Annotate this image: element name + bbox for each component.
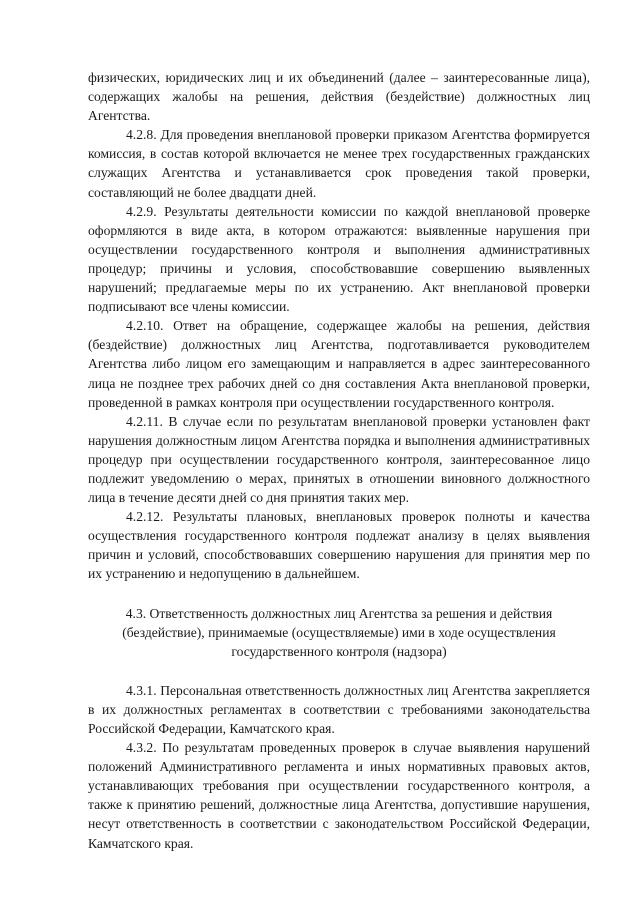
paragraph-4-2-10: 4.2.10. Ответ на обращение, содержащее жалобы на решения, действия (бездействие) должностных лиц Агентства, подготавливается руководителем Агентства либо лицом его замещающим и направляется в адрес заинтересованного лица не позднее трех рабочих дней со дня составления Акта внеплановой проверки, проведенной в рамках контроля при осуществлении государственного контроля. <box>88 318 590 410</box>
paragraph-4-3-2: 4.3.2. По результатам проведенных проверок в случае выявления нарушений положений Административного регламента и иных нормативных правовых актов, устанавливающих требования при осуществлении государственного контроля, а также к принятию решений, должностные лица Агентства, допустившие нарушения, несут ответственность в соответствии с законодательством Российской Федерации, Камчатского края. <box>88 740 590 851</box>
section-heading-4-3 <box>88 604 590 661</box>
paragraph-4-3-1: 4.3.1. Персональная ответственность должностных лиц Агентства закрепляется в их должностных регламентах в соответствии с требованиями законодательства Российской Федерации, Камчатского края. <box>88 682 590 736</box>
paragraph-4-2-8: 4.2.8. Для проведения внеплановой проверки приказом Агентства формируется комиссия, в состав которой включается не менее трех государственных гражданских служащих Агентства и устанавливается срок проведения такой проверки, составляющий не более двадцати дней. <box>88 127 590 200</box>
heading-line-2: (бездействие), принимаемые (осуществляемые) ими в ходе осуществления <box>122 624 556 640</box>
paragraph-4-2-11: 4.2.11. В случае если по результатам внеплановой проверки установлен факт нарушения должностным лицом Агентства порядка и выполнения административных процедур при осуществлении государственного контроля, заинтересованное лицо подлежит уведомлению о мерах, принятых в отношении виновного должностного лица в течение десяти дней со дня принятия таких мер. <box>88 413 590 506</box>
heading-line-3: государственного контроля (надзора) <box>231 643 447 659</box>
document-page <box>88 68 590 853</box>
paragraph-4-2-9: 4.2.9. Результаты деятельности комиссии по каждой внеплановой проверке оформляются в виде акта, в котором отражаются: выявленные нарушения при осуществлении государственного контроля и выполнения административных процедур; причины и условия, способствовавшие совершению выявленных нарушений; предлагаемые меры по их устранению. Акт внеплановой проверки подписывают все члены комиссии. <box>88 203 590 315</box>
heading-line-1: 4.3. Ответственность должностных лиц Агентства за решения и действия <box>125 605 553 621</box>
paragraph-continuation: физических, юридических лиц и их объединений (далее – заинтересованные лица), содержащих жалобы на решения, действия (бездействие) должностных лиц Агентства. <box>88 70 590 124</box>
paragraph-4-2-12: 4.2.12. Результаты плановых, внеплановых проверок полноты и качества осуществления государственного контроля подлежат анализу в целях выявления причин и условий, способствовавших совершению нарушения для принятия мер по их устранению и недопущению в дальнейшем. <box>88 509 590 582</box>
